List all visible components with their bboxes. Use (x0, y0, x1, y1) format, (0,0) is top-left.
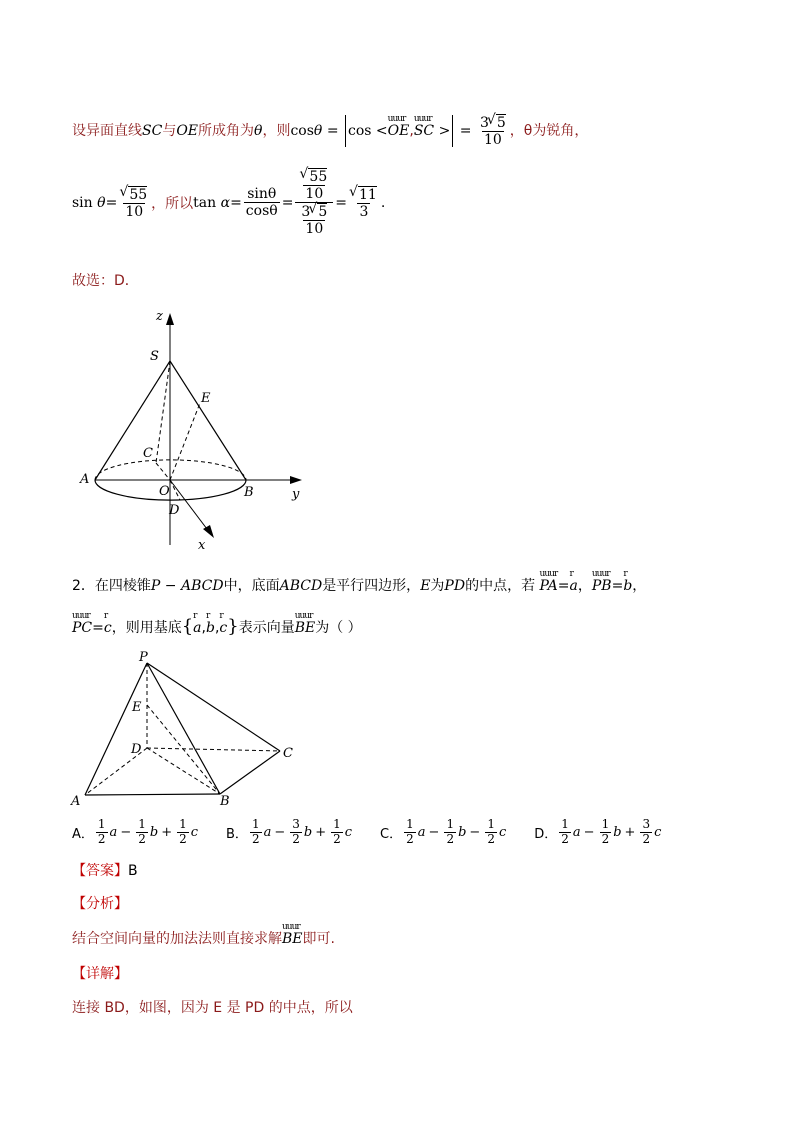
label-d: D (131, 742, 142, 757)
solution-line-2 (72, 168, 385, 237)
label-e: E (201, 391, 211, 406)
label-o: O (159, 484, 170, 499)
text: ，则 (262, 123, 291, 140)
math-eq: = (281, 194, 294, 211)
math-cos: cos (290, 123, 314, 140)
math-alpha: α (220, 194, 231, 211)
option-a[interactable]: A． $\frac{1}{2}$ a − $\frac{1}{2}$ b + $\frac{1}{2}$ c (72, 817, 199, 846)
label-c: C (143, 446, 153, 461)
detail-label: 【详解】 (72, 966, 128, 982)
math-lt: < (375, 123, 388, 140)
label-y: y (292, 487, 300, 502)
vector-be: uuur BE (294, 611, 316, 636)
vector-oe: uuur OE (387, 114, 410, 140)
text: 设异面直线 (72, 123, 142, 140)
solution-line-1: 设异面直线SC与OE所成角为θ，则cosθ = cos < uuur OE, uuur SC > = $\frac{3√ 5}{10}$ ，θ为锐角， (72, 114, 588, 148)
answer-value: B (128, 863, 138, 879)
option-d[interactable]: D． $\frac{1}{2}$ a − $\frac{1}{2}$ b + $\frac{3}{2}$ c (534, 817, 662, 846)
math-tan: tan (193, 194, 217, 211)
label-x: x (198, 538, 206, 553)
label-e: E (132, 700, 142, 715)
fraction-root11-over-3: √ $\frac{11}{3}$ (349, 186, 379, 220)
question-2-line-2: uuur PC= r c，则用基底{ r a, r b, r c}表示向量 uuur BE为（ ） (72, 611, 362, 637)
math-sin: sin (72, 194, 93, 211)
vector-a: r a (569, 569, 578, 594)
options-row (72, 818, 661, 847)
math-theta: θ (254, 123, 263, 140)
fraction-root55-over-10: √ $\frac{55}{10}$ (119, 186, 149, 220)
fraction-sin-over-cos: $\frac{\sin\theta}{\cos\theta}$ (245, 186, 278, 220)
label-a: A (71, 794, 81, 809)
cone-figure (70, 305, 340, 555)
math-cos: cos (348, 123, 372, 140)
analysis-text: 结合空间向量的加法法则直接求解 uuur BE即可. (72, 922, 335, 947)
math-gt: > (438, 123, 451, 140)
option-c[interactable]: C． $\frac{1}{2}$ a − $\frac{1}{2}$ b − $\frac{1}{2}$ c (380, 817, 507, 846)
question-2-line-1: 2．在四棱锥P − ABCD中，底面ABCD是平行四边形，E为PD的中点，若 uuur PA= r a， uuur PB= r b， (72, 569, 647, 594)
math-sc: SC (142, 123, 163, 140)
label-a: A (80, 472, 90, 487)
abs-bar (452, 115, 453, 147)
math-oe: OE (176, 123, 199, 140)
detail-text: 连接 BD，如图，因为 E 是 PD 的中点，所以 (72, 1000, 353, 1016)
fraction-3root5-over-10: $\frac{3√ 5}{10}$ (478, 114, 508, 148)
vector-pc: uuur PC (72, 611, 93, 636)
math-theta: θ (97, 194, 106, 211)
math-eq: = (105, 194, 118, 211)
vector-pa: uuur PA (539, 569, 558, 594)
answer-label: 【答案】 (72, 863, 128, 879)
label-p: P (139, 650, 148, 665)
math-eq: = (326, 123, 339, 140)
label-c: C (283, 746, 293, 761)
label-d: D (169, 503, 180, 518)
abs-bar (345, 115, 346, 147)
compound-fraction: √ $\frac{\frac{55}{10}}{\frac{3√ 5}{10}}$ (295, 168, 333, 237)
math-eq: = (230, 194, 242, 211)
math-period: . (380, 194, 386, 211)
option-b[interactable]: B． $\frac{1}{2}$ a − $\frac{3}{2}$ b + $\frac{1}{2}$ c (226, 817, 353, 846)
math-eq: = (335, 194, 347, 211)
analysis-label: 【分析】 (72, 896, 128, 912)
math-eq: = (459, 123, 472, 140)
vector-sc: uuur SC (413, 114, 435, 140)
label-s: S (150, 349, 159, 364)
text: 所成角为 (198, 123, 255, 140)
vector-be: uuur BE (282, 922, 303, 947)
pyramid-figure (65, 645, 305, 815)
text: ，所以 (151, 195, 194, 212)
vector-pb: uuur PB (591, 569, 612, 594)
label-b: B (244, 485, 254, 500)
text: 与 (162, 123, 177, 140)
answer-choice-text: 故选：D． (72, 273, 139, 289)
vector-c: r c (103, 611, 112, 636)
text: ，θ为锐角， (509, 123, 589, 140)
label-b: B (220, 794, 230, 809)
label-z: z (156, 309, 163, 324)
answer-line (72, 860, 138, 880)
vector-b: r b (623, 569, 633, 594)
math-theta: θ (313, 123, 323, 140)
